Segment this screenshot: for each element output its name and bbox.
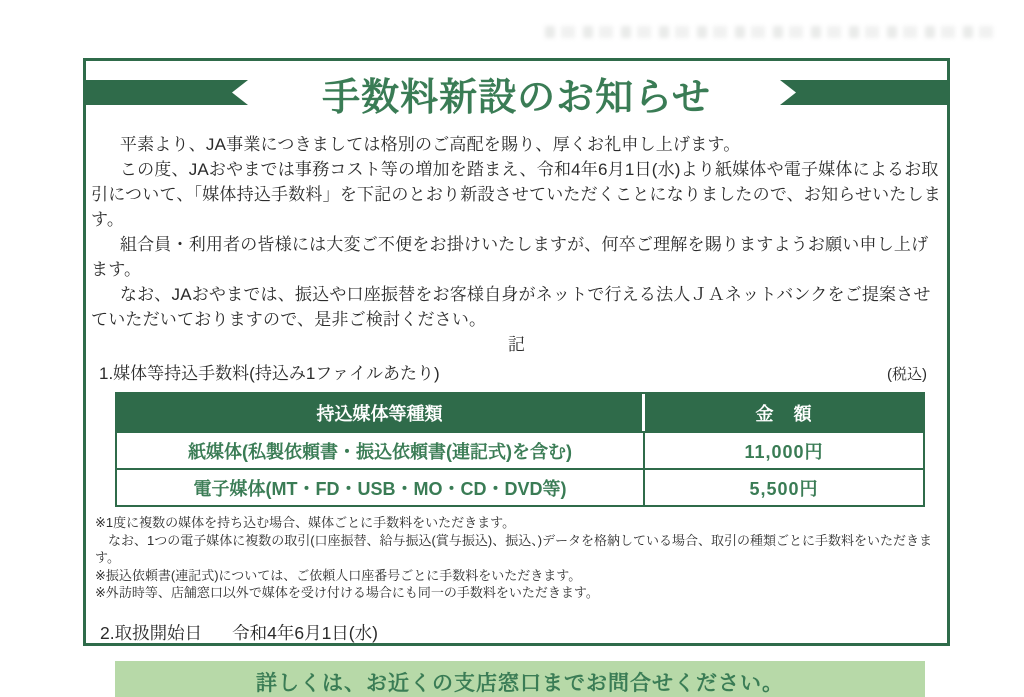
footnote: なお、1つの電子媒体に複数の取引(口座振替、給与振込(賞与振込)、振込、)データを格納している場合、取引の種類ごとに手数料をいただきます。 — [95, 532, 933, 565]
cell-amount-paper: 11,000円 — [744, 441, 824, 462]
footnote: ※外訪時等、店舗窓口以外で媒体を受け付ける場合にも同一の手数料をいただきます。 — [95, 585, 599, 600]
table-row — [117, 468, 923, 505]
cell-media-type-paper: 紙媒体(私製依頼書・振込依頼書(連記式)を含む) — [117, 433, 645, 468]
paragraph-announcement: この度、JAおやまでは事務コスト等の増加を踏まえ、令和4年6月1日(水)より紙媒体や電子媒体によるお取引について、「媒体持込手数料」を下記のとおり新設させていただくことになりましたので、お知らせいたします。 — [91, 160, 941, 229]
title-banner — [86, 61, 947, 130]
fee-table-header-row — [117, 394, 923, 431]
cell-amount-electronic: 5,500円 — [749, 478, 819, 499]
footnotes — [95, 514, 935, 602]
section2-label: 2.取扱開始日 — [100, 622, 203, 643]
greeting-paragraphs — [86, 130, 947, 332]
section2-start-date — [100, 620, 947, 645]
table-row — [117, 431, 923, 468]
column-header-media-type: 持込媒体等種類 — [117, 394, 645, 431]
ribbon-right-icon — [780, 80, 950, 105]
tax-included-note: (税込) — [887, 366, 927, 383]
paragraph-apology: 組合員・利用者の皆様には大変ご不便をお掛けいたしますが、何卒ご理解を賜りますようお願い申し上げます。 — [91, 235, 929, 279]
record-marker: 記 — [508, 335, 525, 354]
section1-heading-row — [99, 359, 927, 384]
page-title: 手数料新設のお知らせ — [322, 77, 711, 119]
paragraph-greeting: 平素より、JA事業につきましては格別のご高配を賜り、厚くお礼申し上げます。 — [119, 135, 741, 154]
footnote: ※1度に複数の媒体を持ち込む場合、媒体ごとに手数料をいただきます。 — [95, 515, 516, 530]
paragraph-netbank-suggestion: なお、JAおやまでは、振込や口座振替をお客様自身がネットで行える法人ＪＡネットバンクをご提案させていただいておりますので、是非ご検討ください。 — [91, 285, 931, 329]
section1-heading: 1.媒体等持込手数料(持込み1ファイルあたり) — [99, 364, 440, 383]
scan-showthrough-artifact — [545, 26, 1000, 38]
ribbon-left-icon — [83, 80, 248, 105]
fee-table — [115, 392, 925, 507]
column-header-amount: 金 額 — [755, 403, 813, 424]
contact-banner — [115, 661, 925, 697]
contact-message: 詳しくは、お近くの支店窓口までお問合せください。 — [256, 672, 784, 695]
cell-media-type-electronic: 電子媒体(MT・FD・USB・MO・CD・DVD等) — [117, 470, 645, 505]
footnote: ※振込依頼書(連記式)については、ご依頼人口座番号ごとに手数料をいただきます。 — [95, 567, 582, 583]
section2-date: 令和4年6月1日(水) — [232, 622, 378, 643]
notice-document — [83, 58, 950, 695]
